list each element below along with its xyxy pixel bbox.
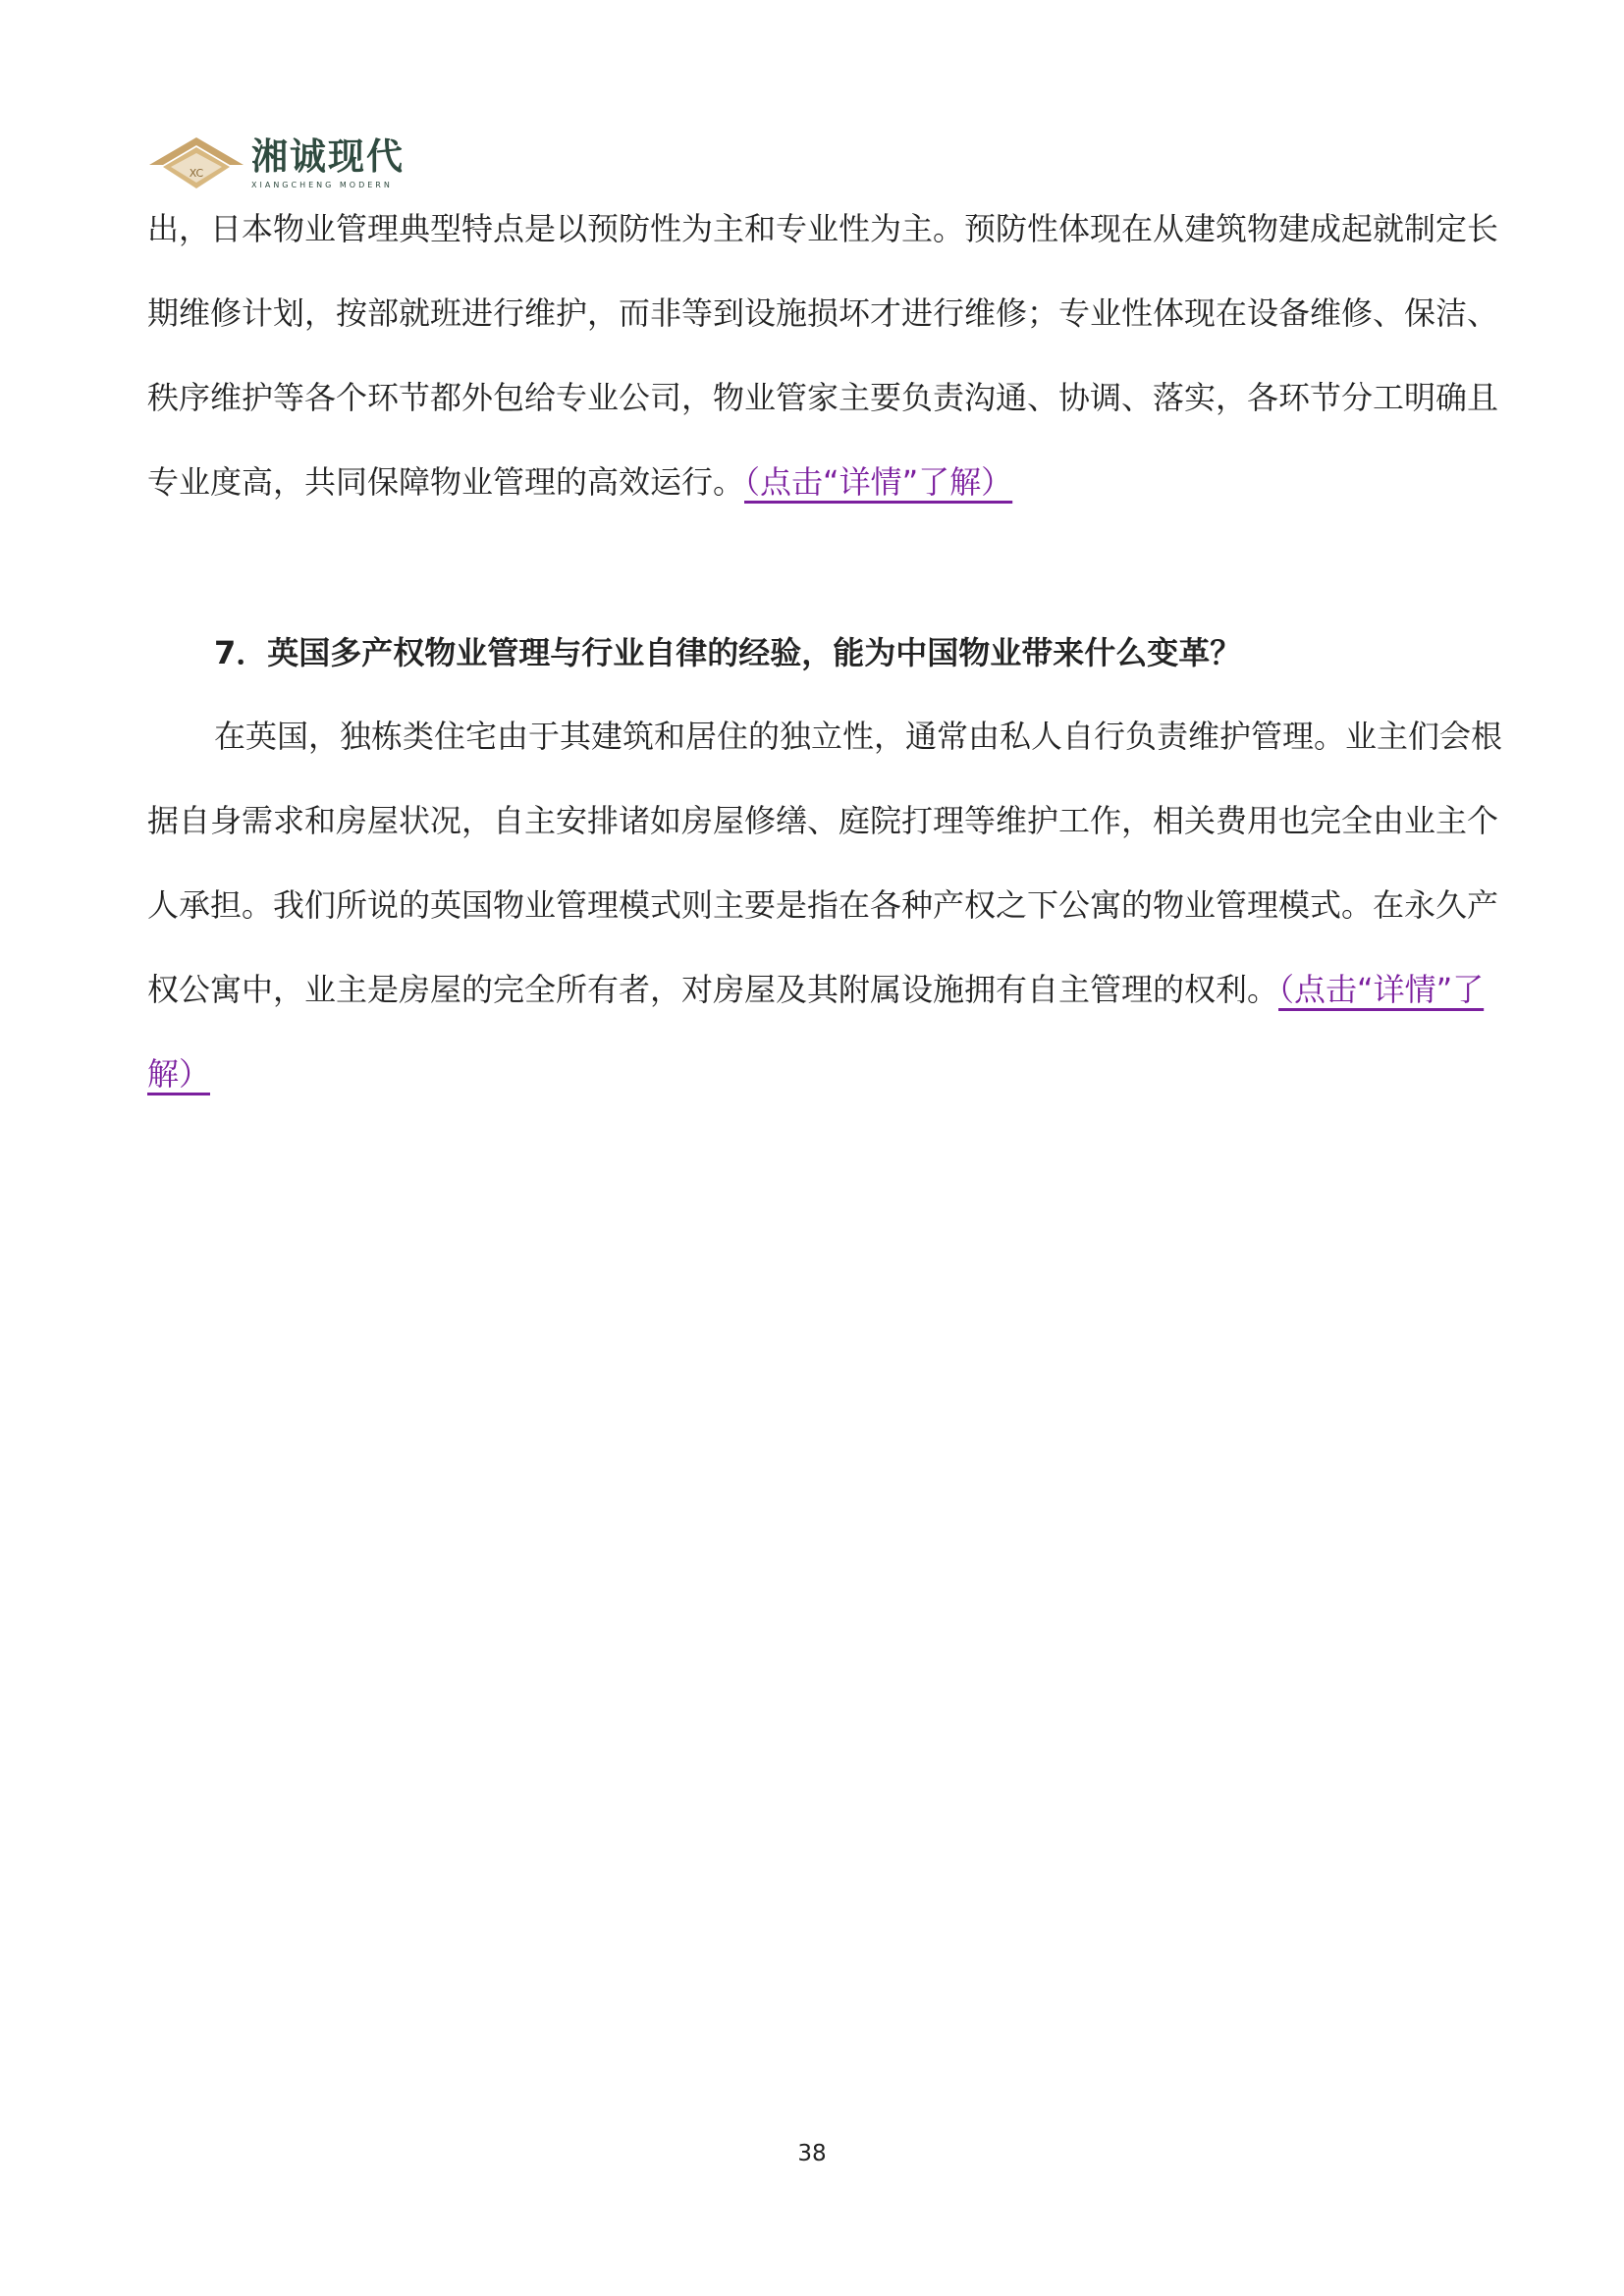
previous-section-text: 出，日本物业管理典型特点是以预防性为主和专业性为主。预防性体现在从建筑物建成起就制定长期维修计划，按部就班进行维护，而非等到设施损坏才进行维修；专业性体现在设备维修、保洁、秩序维护等各个环节都外包给专业公司，物业管家主要负责沟通、协调、落实，各环节分工明确且专业度高，共同保障物业管理的高效运行。 — [147, 210, 1499, 501]
logo-mark-text: XC — [189, 167, 204, 180]
section-7-paragraph — [147, 694, 1502, 1116]
logo-chinese-name: 湘诚现代 — [251, 135, 405, 178]
section-7-text: 在英国，独栋类住宅由于其建筑和居住的独立性，通常由私人自行负责维护管理。业主们会根据自身需求和房屋状况，自主安排诸如房屋修缮、庭院打理等维护工作，相关费用也完全由业主个人承担。我们所说的英国物业管理模式则主要是指在各种产权之下公寓的物业管理模式。在永久产权公寓中，业主是房屋的完全所有者，对房屋及其附属设施拥有自主管理的权利。 — [147, 718, 1503, 1008]
page-number: 38 — [797, 2141, 827, 2166]
logo-english-name: XIANGCHENG MODERN — [251, 181, 393, 189]
details-link[interactable]: （点击“详情”了解） — [147, 971, 1485, 1093]
company-logo — [147, 135, 422, 192]
details-link[interactable]: （点击“详情”了解） — [744, 463, 1013, 501]
previous-section-paragraph — [147, 187, 1502, 524]
logo-mark-icon — [147, 135, 245, 192]
section-7-heading: 7．英国多产权物业管理与行业自律的经验，能为中国物业带来什么变革？ — [214, 634, 1242, 671]
